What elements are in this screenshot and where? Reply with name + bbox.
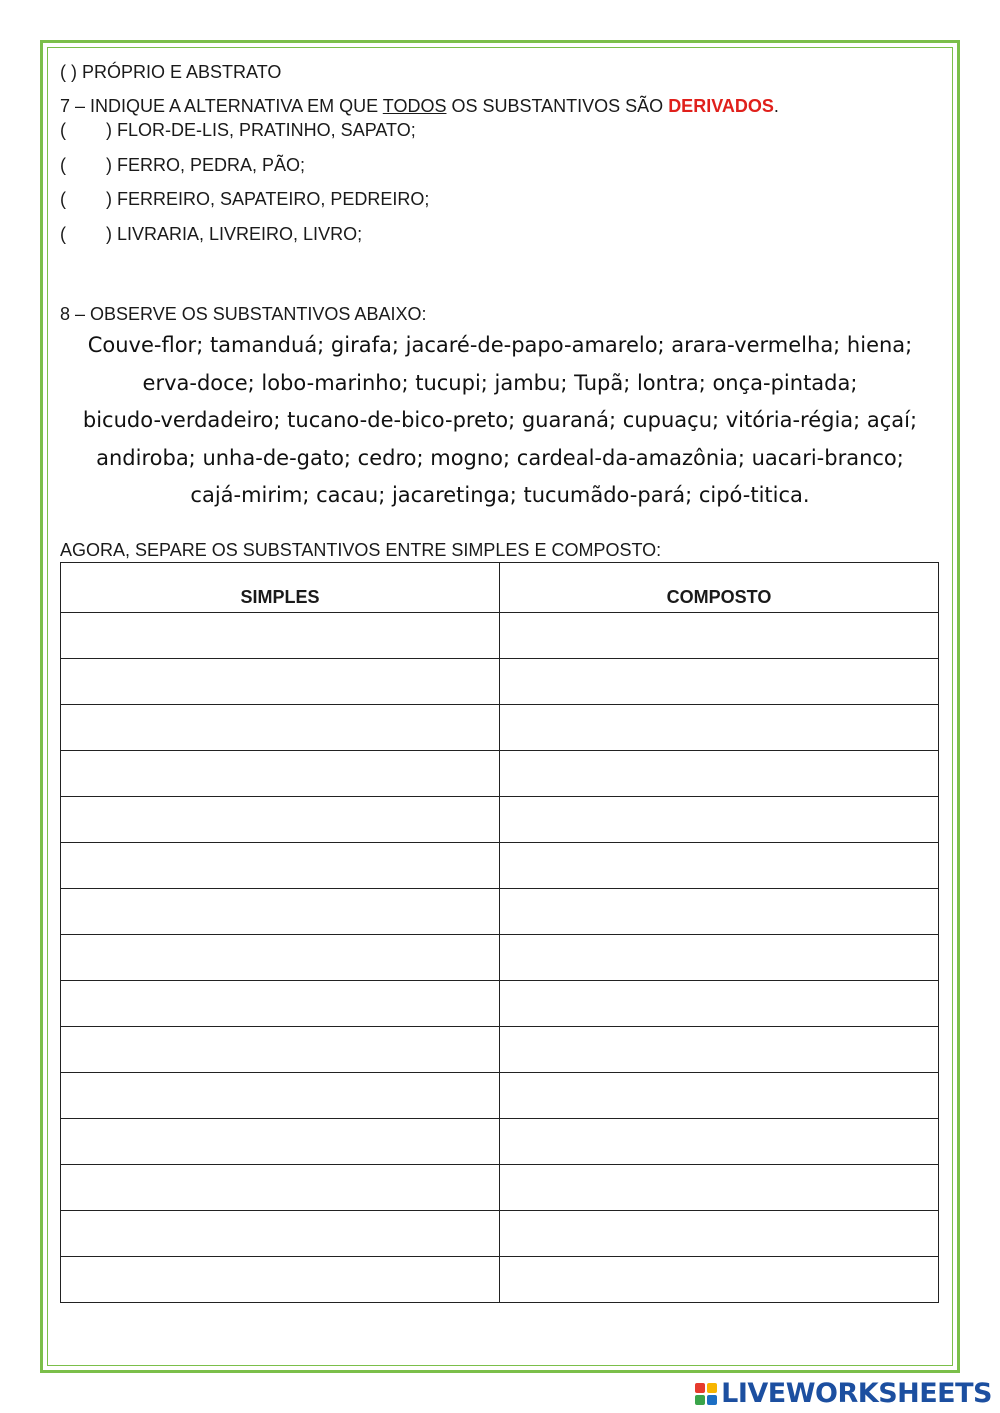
table-row [61,1257,939,1303]
composto-cell[interactable] [500,1211,939,1257]
liveworksheets-logo[interactable] [695,1378,992,1409]
simples-cell[interactable] [61,935,500,981]
table-row [61,1073,939,1119]
table-row [61,1027,939,1073]
word-line: Couve-flor; tamanduá; girafa; jacaré-de-papo-amarelo; arara-vermelha; hiena; [87,333,913,357]
table-row [61,705,939,751]
simples-cell[interactable] [61,843,500,889]
simples-cell[interactable] [61,751,500,797]
table-row [61,613,939,659]
simples-cell[interactable] [61,797,500,843]
q7-option-1[interactable] [60,120,416,141]
table-row [61,797,939,843]
composto-cell[interactable] [500,659,939,705]
table-row [61,1119,939,1165]
composto-cell[interactable] [500,981,939,1027]
simples-cell[interactable] [61,613,500,659]
word-line: cajá-mirim; cacau; jacaretinga; tucumãdo-pará; cipó-titica. [190,483,810,508]
composto-cell[interactable] [500,889,939,935]
table-row [61,751,939,797]
q7-heading-highlight: DERIVADOS [668,96,774,116]
q7-option-label: ) LIVRARIA, LIVREIRO, LIVRO; [106,224,363,244]
table-row [61,981,939,1027]
q7-option-3[interactable] [60,189,429,210]
simples-cell[interactable] [61,889,500,935]
header-composto: COMPOSTO [500,563,939,613]
q7-option-4[interactable] [60,224,362,245]
composto-cell[interactable] [500,797,939,843]
table-row [61,935,939,981]
liveworksheets-logo-icon [695,1383,717,1405]
table-row [61,1211,939,1257]
classification-table [60,562,939,1303]
answer-paren[interactable]: ( [60,189,66,209]
composto-cell[interactable] [500,1165,939,1211]
simples-cell[interactable] [61,981,500,1027]
table-row [61,659,939,705]
composto-cell[interactable] [500,705,939,751]
composto-cell[interactable] [500,613,939,659]
q7-option-label: ) FERREIRO, SAPATEIRO, PEDREIRO; [106,189,430,209]
q7-heading-suffix: . [773,96,779,116]
header-simples: SIMPLES [61,563,500,613]
table-row [61,843,939,889]
answer-paren[interactable]: ( [60,224,66,244]
word-line: erva-doce; lobo-marinho; tucupi; jambu; Tupã; lontra; onça-pintada; [142,370,858,395]
composto-cell[interactable] [500,1119,939,1165]
simples-cell[interactable] [61,1027,500,1073]
composto-cell[interactable] [500,843,939,889]
table-row [61,889,939,935]
composto-cell[interactable] [500,935,939,981]
answer-paren[interactable]: ( [60,120,66,140]
answer-paren[interactable]: ( [60,155,66,175]
simples-cell[interactable] [61,1211,500,1257]
composto-cell[interactable] [500,1257,939,1303]
composto-cell[interactable] [500,1073,939,1119]
q7-option-label: ) FERRO, PEDRA, PÃO; [106,155,306,175]
q7-heading [60,96,779,117]
q7-heading-middle: OS SUBSTANTIVOS SÃO [446,96,669,116]
q8-instruction: AGORA, SEPARE OS SUBSTANTIVOS ENTRE SIMPLES E COMPOSTO: [60,540,662,560]
simples-cell[interactable] [61,1165,500,1211]
q8-heading: 8 – OBSERVE OS SUBSTANTIVOS ABAIXO: [60,304,427,324]
table-row [61,1165,939,1211]
q6-last-option: ( ) PRÓPRIO E ABSTRATO [60,62,282,82]
simples-cell[interactable] [61,1257,500,1303]
simples-cell[interactable] [61,705,500,751]
q7-heading-prefix: 7 – INDIQUE A ALTERNATIVA EM QUE [60,96,383,116]
simples-cell[interactable] [61,659,500,705]
liveworksheets-logo-text: LIVEWORKSHEETS [721,1378,992,1409]
table-header-row [61,563,939,613]
q8-word-list [60,327,940,515]
word-line: bicudo-verdadeiro; tucano-de-bico-preto; guaraná; cupuaçu; vitória-régia; açaí; [82,408,918,433]
composto-cell[interactable] [500,1027,939,1073]
simples-cell[interactable] [61,1119,500,1165]
composto-cell[interactable] [500,751,939,797]
q7-heading-underlined: TODOS [382,96,447,116]
q7-option-label: ) FLOR-DE-LIS, PRATINHO, SAPATO; [106,120,416,140]
q7-option-2[interactable] [60,155,305,176]
simples-cell[interactable] [61,1073,500,1119]
word-line: andiroba; unha-de-gato; cedro; mogno; cardeal-da-amazônia; uacari-branco; [96,445,904,470]
